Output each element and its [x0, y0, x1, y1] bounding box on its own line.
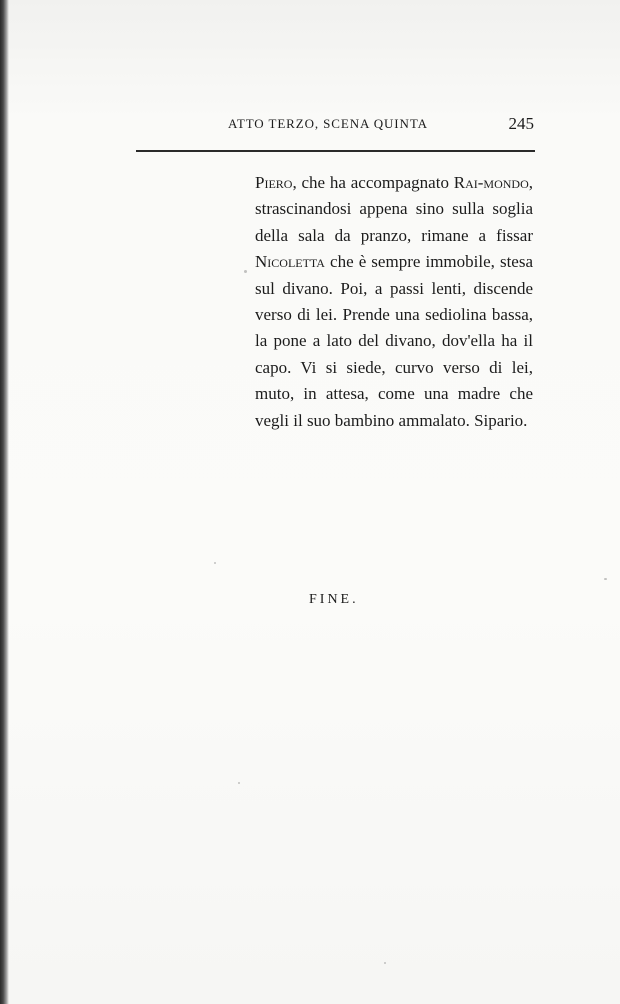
paper-speck: [214, 562, 216, 564]
stage-direction-text-1: , che ha accompagnato: [292, 173, 454, 192]
page-header: [228, 116, 534, 138]
paper-speck: [384, 962, 386, 964]
header-rule: [136, 150, 535, 152]
character-name-raimondo: Rai-mondo: [453, 173, 529, 192]
paper-speck: [244, 270, 247, 273]
end-mark: FINE.: [309, 592, 359, 607]
stage-direction-text-3: che è sempre immobile, stesa sul divano. Poi, a passi lenti, discende verso di lei. Prende una sediolina bassa, la pone a lato del divano, dov'ella ha il capo. Vi si siede, curvo verso di lei, muto, in attesa, come una madre che vegli il suo bambino ammalato. Sipario.: [255, 252, 533, 430]
page-number: 245: [508, 114, 534, 133]
binding-edge: [0, 0, 9, 1004]
stage-direction: [255, 170, 533, 434]
paper-speck: [604, 578, 607, 580]
character-name-nicoletta: Nicoletta: [255, 252, 325, 272]
character-name-piero: Piero: [255, 173, 293, 192]
running-head: ATTO TERZO, SCENA QUINTA: [228, 116, 428, 131]
stage-direction-text-2: , strascinandosi appena sino sulla soglia della sala da pranzo, rimane a fissar: [255, 173, 533, 245]
paper-speck: [238, 782, 240, 784]
